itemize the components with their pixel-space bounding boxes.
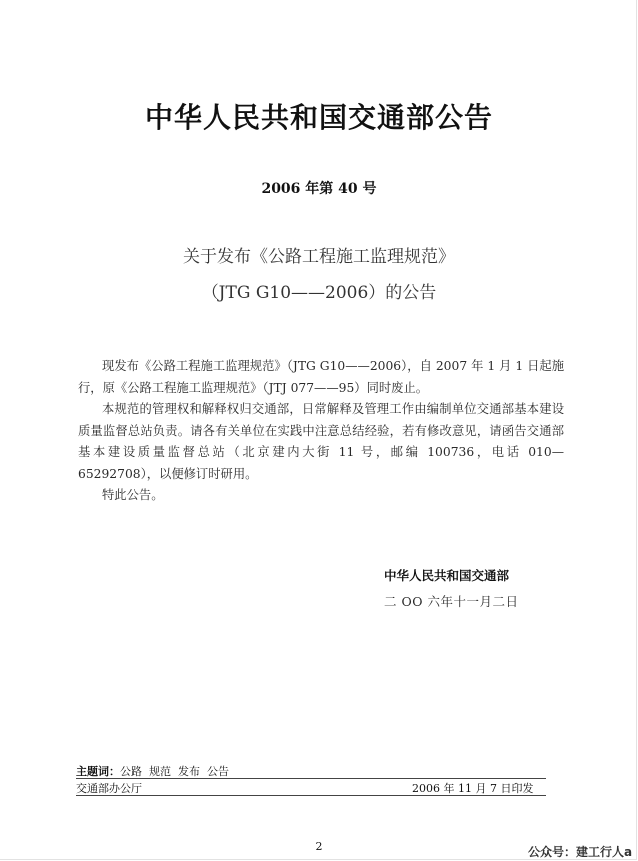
keywords-value: 公路 规范 发布 公告 xyxy=(120,765,229,778)
subtitle-line-2: （JTG G10——2006）的公告 xyxy=(201,283,437,303)
keywords-label: 主题词： xyxy=(76,765,120,778)
keywords-row xyxy=(76,763,546,779)
page-number: 2 xyxy=(315,840,323,853)
watermark: 公众号：建工行人a xyxy=(528,845,633,859)
paragraph-1: 现发布《公路工程施工监理规范》（JTG G10——2006），自 2007 年 1 月 1 日起施行，原《公路工程施工监理规范》（JTJ 077——95）同时废止。 xyxy=(78,359,564,395)
issuer: 交通部办公厅 xyxy=(76,782,142,795)
paragraph-3: 特此公告。 xyxy=(102,488,164,502)
subtitle-line-1: 关于发布《公路工程施工监理规范》 xyxy=(183,247,455,267)
footer-rule-top xyxy=(76,778,546,779)
announcement-body xyxy=(78,356,564,507)
paragraph-2: 本规范的管理权和解释权归交通部，日常解释及管理工作由编制单位交通部基本建设质量监督总站负责。请各有关单位在实践中注意总结经验，若有修改意见，请函告交通部基本建设质量监督总站（北京建内大街 11 号，邮编 100736，电话 010—65292708），以便修订时研用。 xyxy=(78,402,564,481)
document-number: 2006 年第 40 号 xyxy=(261,181,377,197)
footer-rule-bottom xyxy=(76,795,546,796)
signature-organization: 中华人民共和国交通部 xyxy=(384,568,510,583)
print-date: 2006 年 11 月 7 日印发 xyxy=(412,782,534,795)
document-title: 中华人民共和国交通部公告 xyxy=(144,101,493,134)
signature-date: 二 OO 六年十一月二日 xyxy=(384,594,519,609)
